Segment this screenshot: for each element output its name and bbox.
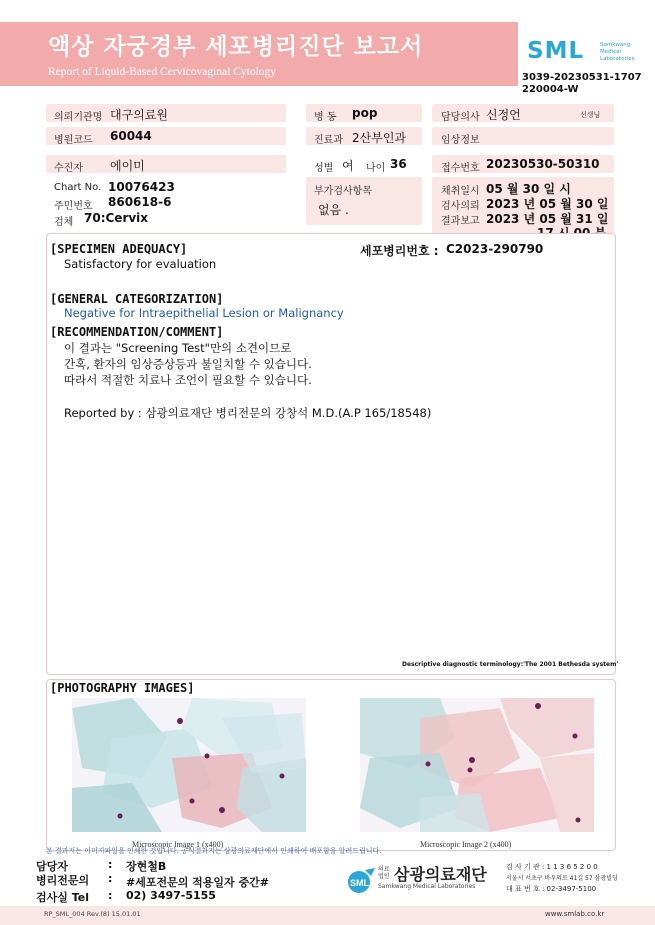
report-date-label: 결과보고	[441, 216, 480, 227]
institution-label: 의뢰기관명	[54, 112, 103, 123]
print-notice: 본 결과지는 이미지파일을 인쇄한 것입니다. 공식결과지는 삼광의료재단에서 인쇄하여 배포함을 알려드립니다.	[46, 847, 382, 855]
sml-logo: SML	[527, 38, 585, 64]
patient-label: 수진자	[54, 163, 83, 174]
form-code: RP_SML_004 Rev.(8) 15.01.01	[44, 910, 141, 918]
report-title: 액상 자궁경부 세포병리진단 보고서	[48, 34, 424, 60]
specimen-value: 70:Cervix	[84, 211, 149, 225]
lab-phone: 대 표 번 호 : 02-3497-5100	[506, 885, 597, 893]
doctor-value: 신정언	[486, 108, 521, 122]
recommend-title: [RECOMMENDATION/COMMENT]	[50, 325, 224, 339]
report-subtitle: Report of Liquid-Based Cervicovaginal Cytology	[48, 66, 277, 78]
dept-value: 2산부인과	[352, 131, 407, 145]
website-link[interactable]: www.smlab.co.kr	[545, 910, 605, 918]
photo-title: [PHOTOGRAPHY IMAGES]	[50, 681, 195, 695]
institution-value: 대구의료원	[110, 108, 168, 122]
adequacy-title: [SPECIMEN ADEQUACY]	[50, 242, 188, 256]
reception-value: 20230530-50310	[486, 157, 600, 171]
tel-label: 검사실 Tel	[36, 891, 89, 904]
comment-line: 따라서 적절한 치료나 조언이 필요할 수 있습니다.	[64, 373, 312, 387]
image-2-caption: Microscopic Image 2 (x400)	[420, 840, 512, 849]
doctor-suffix: 선생님	[580, 111, 601, 119]
foundation-logo-icon	[345, 866, 377, 898]
tel-value: 02) 3497-5155	[126, 889, 216, 902]
clinical-label: 임상정보	[441, 135, 480, 146]
cyto-number-value: C2023-290790	[446, 242, 544, 256]
age-value: 36	[390, 157, 407, 171]
collect-label: 채취일시	[441, 186, 480, 197]
pathologist-value: #세포전문의 적용일자 중간#	[126, 876, 269, 889]
comment-line: 이 결과는 "Screening Test"만의 소견이므로	[64, 341, 292, 355]
ward-value: pop	[352, 106, 378, 120]
general-text: Negative for Intraepithelial Lesion or Malignancy	[64, 306, 344, 320]
foundation-name-en: Samkwang Medical Laboratories	[378, 883, 476, 890]
sex-value: 여	[342, 159, 354, 173]
foundation-type: 의료 법인	[378, 866, 390, 880]
hospital-code-label: 병원코드	[54, 135, 93, 146]
report-date-value: 2023 년 05 월 31 일	[486, 212, 609, 226]
cyto-number-label: 세포병리번호 :	[360, 244, 439, 258]
patient-value: 에이미	[110, 159, 145, 173]
chart-value: 10076423	[108, 180, 175, 194]
colon: :	[108, 858, 113, 871]
microscopic-image-1	[72, 698, 306, 832]
manager-value: 장현철B	[126, 860, 167, 873]
hospital-code-value: 60044	[110, 129, 152, 143]
specimen-label: 검체	[54, 217, 74, 228]
colon: :	[108, 872, 113, 885]
chart-label: Chart No.	[54, 182, 102, 193]
doctor-label: 담당의사	[441, 112, 480, 123]
rrn-value: 860618-6	[108, 195, 172, 209]
sex-label: 성별	[314, 163, 334, 174]
sml-logo-subtext: Samkwang Medical Laboratories	[600, 42, 635, 62]
manager-label: 담당자	[36, 860, 68, 873]
rrn-label: 주민번호	[54, 201, 93, 212]
ward-label: 병 동	[314, 112, 337, 123]
reported-by: Reported by : 삼광의료재단 병리전문의 강창석 M.D.(A.P 165/18548)	[64, 406, 432, 420]
document-number: 3039-20230531-1707 220004-W	[522, 72, 642, 95]
image-1-caption: Microscopic Image 1 (x400)	[132, 840, 224, 849]
colon: :	[108, 889, 113, 902]
lab-address: 서울시 서초구 바우뫼로 41길 57 삼광빌딩	[506, 875, 618, 882]
svg-text:SML: SML	[350, 878, 369, 888]
microscopic-image-2	[360, 698, 594, 832]
collect-value: 05 월 30 일 시	[486, 182, 571, 196]
reception-label: 접수번호	[441, 163, 480, 174]
pathologist-label: 병리전문의	[36, 874, 90, 887]
dept-label: 진료과	[314, 135, 343, 146]
foundation-name: 삼광의료재단	[394, 865, 487, 884]
general-title: [GENERAL CATEGORIZATION]	[50, 292, 224, 306]
request-value: 2023 년 05 월 30 일	[486, 197, 609, 211]
lab-registration: 검 사 기 관 : 1 1 3 6 5 2 0 0	[506, 863, 598, 871]
request-label: 검사의뢰	[441, 201, 480, 212]
extra-tests-value: 없음 .	[318, 203, 349, 217]
extra-tests-label: 부가검사항목	[314, 186, 372, 197]
comment-line: 간혹, 환자의 임상증상등과 불일치할 수 있습니다.	[64, 357, 312, 371]
adequacy-text: Satisfactory for evaluation	[64, 257, 217, 271]
age-label: 나이	[366, 163, 386, 174]
terminology-note: Descriptive diagnostic terminology:'The 2001 Bethesda system'	[402, 661, 619, 668]
